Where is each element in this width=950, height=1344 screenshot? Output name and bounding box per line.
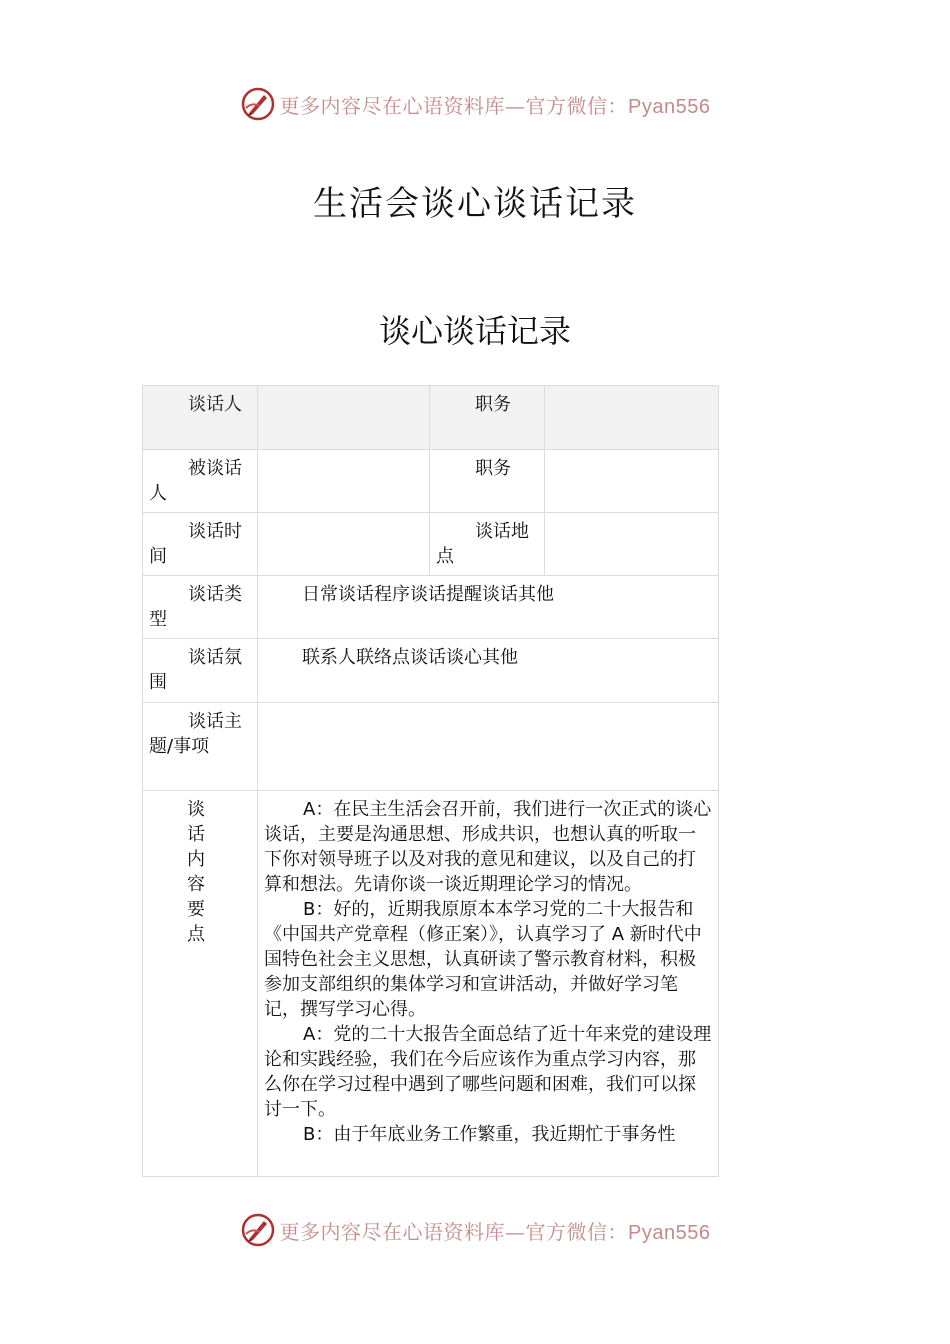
banner-text: 更多内容尽在心语资料库—官方微信：Pyan556 xyxy=(279,1219,711,1244)
header-banner xyxy=(0,84,950,124)
topic-label: 谈话主题/事项 xyxy=(143,703,258,791)
atmosphere-label: 谈话氛围 xyxy=(143,639,258,703)
talker-position-label: 职务 xyxy=(430,386,545,450)
wechat-id: Pyan556 xyxy=(628,95,711,118)
table-row xyxy=(143,513,719,576)
wechat-id: Pyan556 xyxy=(628,1221,711,1244)
content-paragraph: B：好的，近期我原原本本学习党的二十大报告和《中国共产党章程（修正案）》，认真学习了 A 新时代中国特色社会主义思想，认真研读了警示教育材料，积极参加支部组织的集体学习和宣讲活动，并做好学习笔记，撰写学习心得。 xyxy=(264,899,702,1020)
table-row xyxy=(143,386,719,450)
type-label: 谈话类型 xyxy=(143,576,258,639)
table-row xyxy=(143,450,719,513)
table-row xyxy=(143,576,719,639)
pen-seal-icon xyxy=(240,1212,276,1248)
table-row xyxy=(143,791,719,1177)
talker-position-value xyxy=(545,386,719,450)
talkee-position-label: 职务 xyxy=(430,450,545,513)
table-row xyxy=(143,703,719,791)
talkee-label: 被谈话人 xyxy=(143,450,258,513)
content-paragraph: B：由于年底业务工作繁重，我近期忙于事务性 xyxy=(303,1124,676,1145)
place-value xyxy=(545,513,719,576)
talker-label: 谈话人 xyxy=(143,386,258,450)
time-label: 谈话时间 xyxy=(143,513,258,576)
talker-value xyxy=(258,386,430,450)
content-paragraph: A：在民主生活会召开前，我们进行一次正式的谈心谈话，主要是沟通思想、形成共识，也想认真的听取一下你对领导班子以及对我的意见和建议，以及自己的打算和想法。先请你谈一谈近期理论学习的情况。 xyxy=(264,799,712,895)
table-row xyxy=(143,639,719,703)
type-value: 日常谈话程序谈话提醒谈话其他 xyxy=(258,576,719,639)
record-subtitle: 谈心谈话记录 xyxy=(378,312,571,350)
topic-value xyxy=(258,703,719,791)
talkee-position-value xyxy=(545,450,719,513)
atmosphere-value: 联系人联络点谈话谈心其他 xyxy=(258,639,719,703)
content-label: 谈 话 内 容 要 点 xyxy=(143,791,258,1177)
content-text xyxy=(258,791,719,1177)
content-paragraph: A：党的二十大报告全面总结了近十年来党的建设理论和实践经验，我们在今后应该作为重点学习内容，那么你在学习过程中遇到了哪些问题和困难，我们可以探讨一下。 xyxy=(264,1024,712,1120)
talk-record-table xyxy=(142,385,719,1177)
time-value xyxy=(258,513,430,576)
footer-banner xyxy=(0,1210,950,1250)
pen-seal-icon xyxy=(240,86,276,122)
place-label: 谈话地点 xyxy=(430,513,545,576)
banner-text: 更多内容尽在心语资料库—官方微信：Pyan556 xyxy=(279,93,711,118)
page-title: 生活会谈心谈话记录 xyxy=(313,184,637,224)
talkee-value xyxy=(258,450,430,513)
